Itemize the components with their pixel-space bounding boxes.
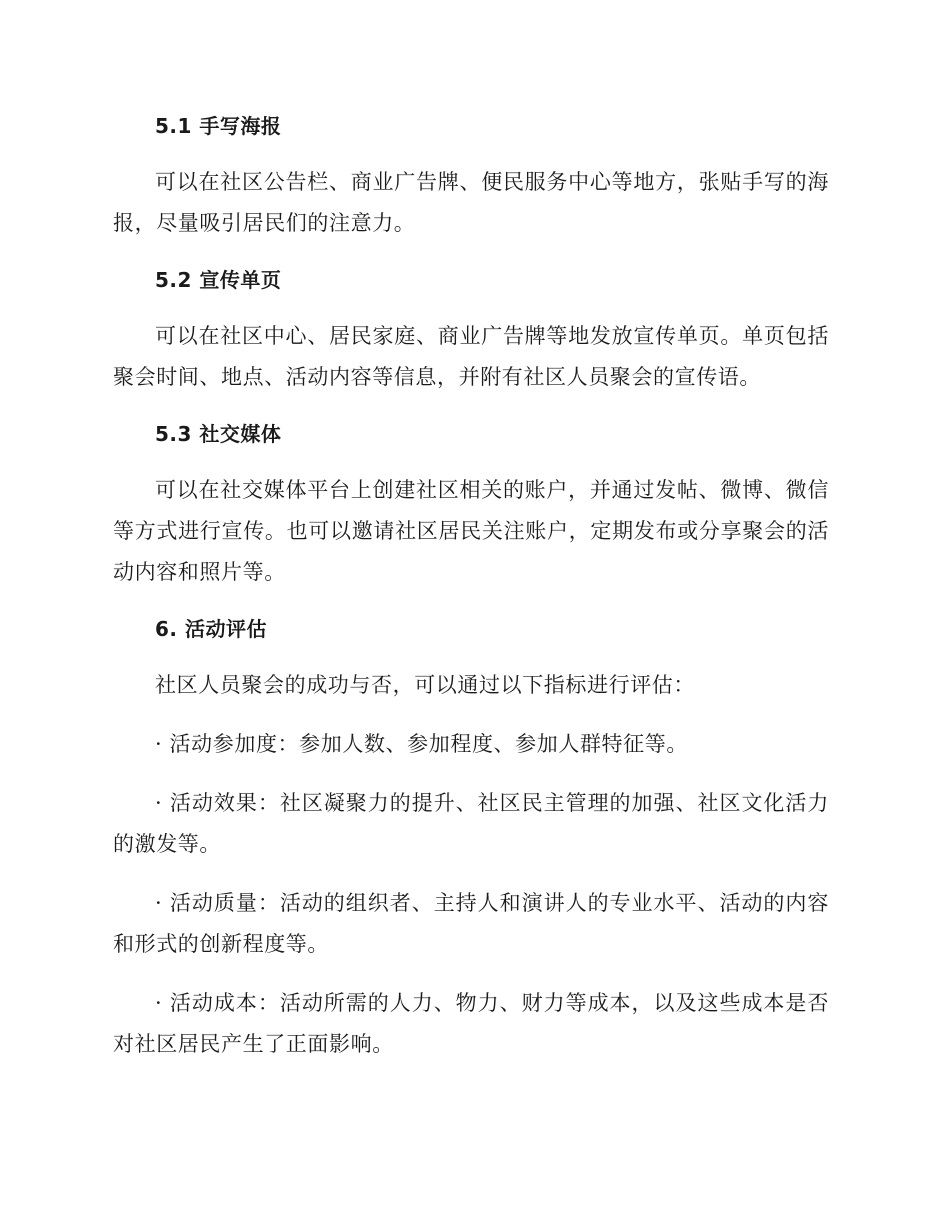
section-heading: 5.1 手写海报 [155,114,282,138]
list-item: · 活动参加度：参加人数、参加程度、参加人群特征等。 [155,732,688,756]
list-item: · 活动质量：活动的组织者、主持人和演讲人的专业水平、活动的内容和形式的创新程度等。 [113,891,829,956]
document-page [113,108,829,1083]
section-heading: 6. 活动评估 [155,617,267,641]
body-paragraph: 可以在社区公告栏、商业广告牌、便民服务中心等地方，张贴手写的海报，尽量吸引居民们的注意力。 [113,170,829,235]
list-item: · 活动效果：社区凝聚力的提升、社区民主管理的加强、社区文化活力的激发等。 [113,791,829,856]
body-paragraph: 社区人员聚会的成功与否，可以通过以下指标进行评估： [155,673,695,697]
section-heading: 5.2 宣传单页 [155,268,282,292]
body-paragraph: 可以在社交媒体平台上创建社区相关的账户，并通过发帖、微博、微信等方式进行宣传。也可以邀请社区居民关注账户，定期发布或分享聚会的活动内容和照片等。 [113,478,829,584]
section-heading: 5.3 社交媒体 [155,422,282,446]
list-item: · 活动成本：活动所需的人力、物力、财力等成本，以及这些成本是否对社区居民产生了正面影响。 [113,991,829,1056]
body-paragraph: 可以在社区中心、居民家庭、商业广告牌等地发放宣传单页。单页包括聚会时间、地点、活动内容等信息，并附有社区人员聚会的宣传语。 [113,324,829,389]
